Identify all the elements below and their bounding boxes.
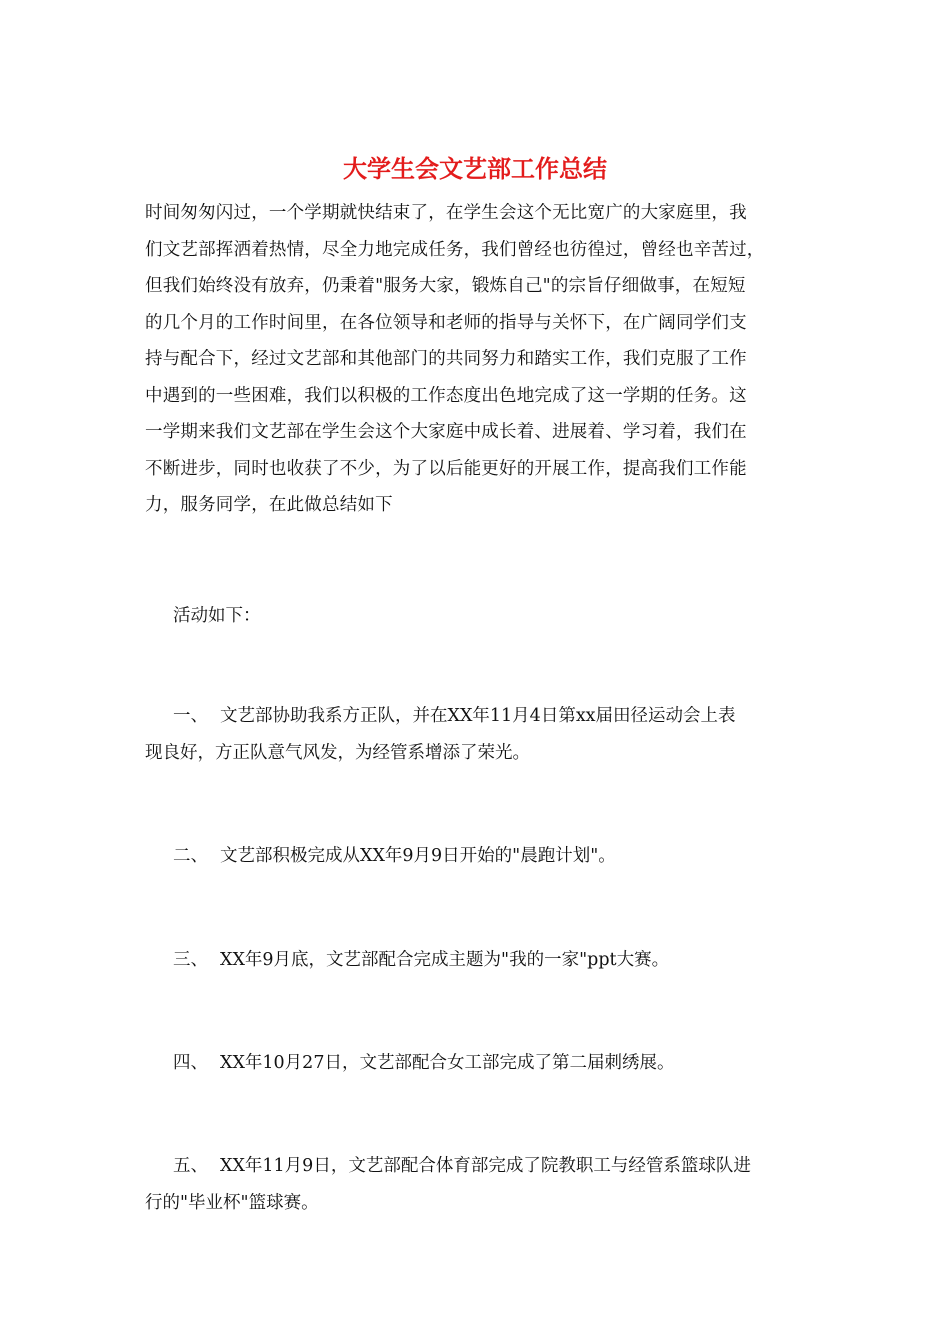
activity-line: 行的"毕业杯"篮球赛。 <box>145 1192 319 1213</box>
activity-line <box>145 1045 815 1082</box>
activity-item-4 <box>145 1045 815 1082</box>
activity-text: 文艺部积极完成从XX年9月9日开始的"晨跑计划"。 <box>220 846 616 866</box>
activity-item-5 <box>145 1148 815 1221</box>
intro-line: 一学期来我们文艺部在学生会这个大家庭中成长着、进展着、学习着，我们在 <box>145 422 747 442</box>
intro-line: 的几个月的工作时间里，在各位领导和老师的指导与关怀下，在广阔同学们支 <box>145 312 747 333</box>
activity-item-2 <box>145 838 815 875</box>
activity-item-3 <box>145 942 815 979</box>
activity-text: XX年9月底，文艺部配合完成主题为"我的一家"ppt大赛。 <box>220 950 670 970</box>
intro-line: 不断进步，同时也收获了不少，为了以后能更好的开展工作，提高我们工作能 <box>145 458 747 479</box>
activity-number: 四、 <box>173 1053 208 1073</box>
intro-line: 力，服务同学，在此做总结如下 <box>145 495 393 515</box>
activity-line <box>145 698 815 735</box>
activities-heading: 活动如下： <box>173 606 261 626</box>
intro-line: 持与配合下，经过文艺部和其他部门的共同努力和踏实工作，我们克服了工作 <box>145 349 747 369</box>
activity-line <box>145 1148 815 1185</box>
activity-number: 二、 <box>173 846 208 866</box>
intro-line: 们文艺部挥洒着热情，尽全力地完成任务，我们曾经也彷徨过，曾经也辛苦过， <box>145 239 765 260</box>
activity-number: 三、 <box>173 950 208 970</box>
activity-item-1 <box>145 698 815 771</box>
activity-number: 一、 <box>173 706 208 726</box>
activity-text: XX年11月9日，文艺部配合体育部完成了院教职工与经管系篮球队进 <box>220 1156 751 1176</box>
document-title: 大学生会文艺部工作总结 <box>343 154 607 183</box>
intro-line: 但我们始终没有放弃，仍秉着"服务大家，锻炼自己"的宗旨仔细做事，在短短 <box>145 276 746 296</box>
activity-line <box>145 942 815 979</box>
intro-line: 时间匆匆闪过，一个学期就快结束了，在学生会这个无比宽广的大家庭里，我 <box>145 203 747 223</box>
intro-line: 中遇到的一些困难，我们以积极的工作态度出色地完成了这一学期的任务。这 <box>145 385 747 406</box>
activity-text: XX年10月27日，文艺部配合女工部完成了第二届刺绣展。 <box>220 1053 675 1073</box>
activity-line: 现良好，方正队意气风发，为经管系增添了荣光。 <box>145 742 530 763</box>
activity-line <box>145 838 815 875</box>
intro-paragraph <box>145 195 805 524</box>
activity-text: 文艺部协助我系方正队，并在XX年11月4日第xx届田径运动会上表 <box>220 706 736 726</box>
activity-number: 五、 <box>173 1156 208 1176</box>
